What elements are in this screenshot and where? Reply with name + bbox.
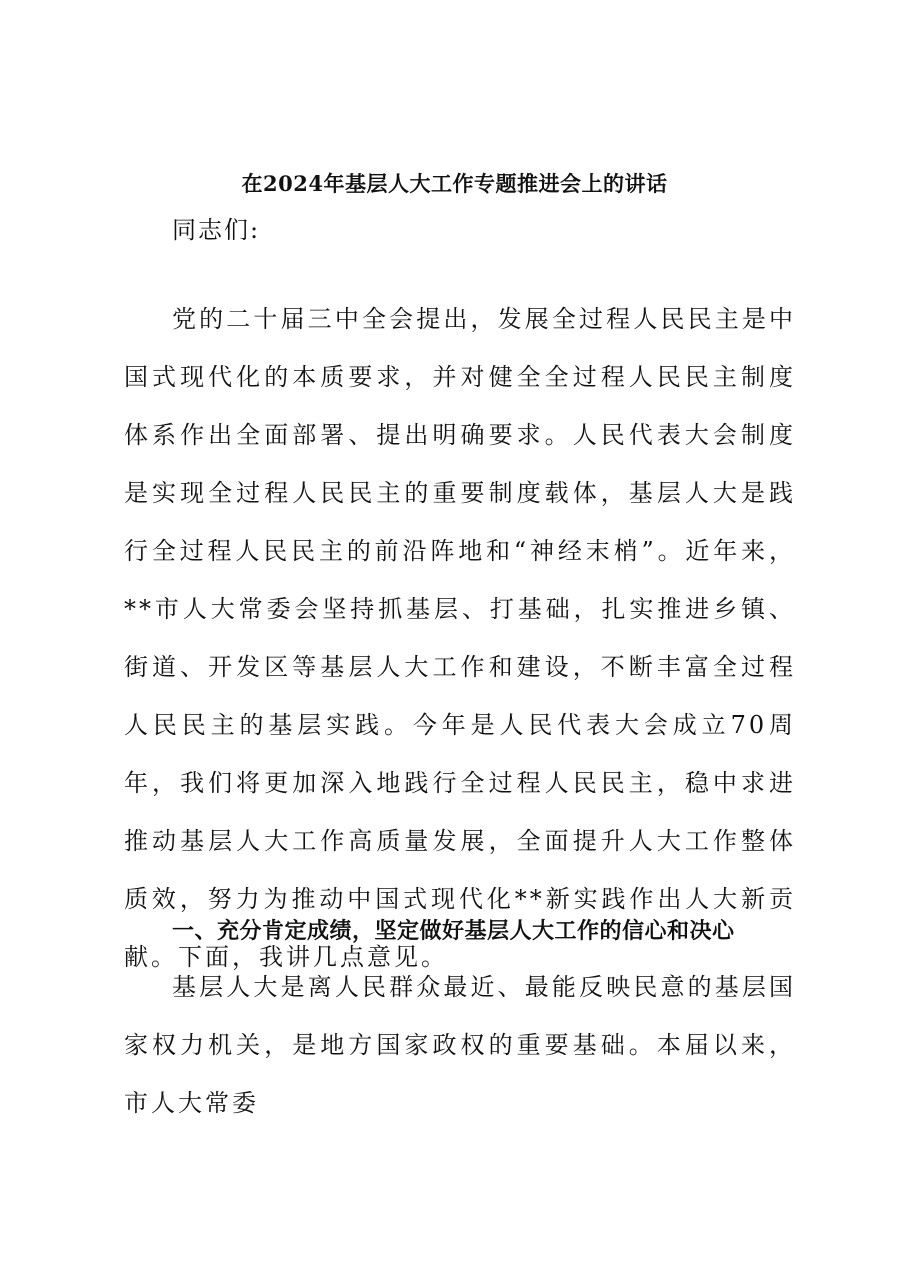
- document-title: 在2024年基层人大工作专题推进会上的讲话: [241, 171, 668, 196]
- section-heading-1: 一、充分肯定成绩，坚定做好基层人大工作的信心和决心: [172, 919, 735, 944]
- paragraph-section-1: 基层人大是离人民群众最近、最能反映民意的基层国家权力机关，是地方国家政权的重要基础。本届以来，市人大常委: [124, 973, 796, 1117]
- salutation: 同志们:: [172, 216, 261, 244]
- paragraph-intro: 党的二十届三中全会提出，发展全过程人民民主是中国式现代化的本质要求，并对健全全过程人民民主制度体系作出全面部署、提出明确要求。人民代表大会制度是实现全过程人民民主的重要制度载体，基层人大是践行全过程人民民主的前沿阵地和“神经末梢”。近年来，**市人大常委会坚持抓基层、打基础，扎实推进乡镇、街道、开发区等基层人大工作和建设，不断丰富全过程人民民主的基层实践。今年是人民代表大会成立70周年，我们将更加深入地践行全过程人民民主，稳中求进推动基层人大工作高质量发展，全面提升人大工作整体质效，努力为推动中国式现代化**新实践作出人大新贡献。下面，我讲几点意见。: [124, 305, 796, 971]
